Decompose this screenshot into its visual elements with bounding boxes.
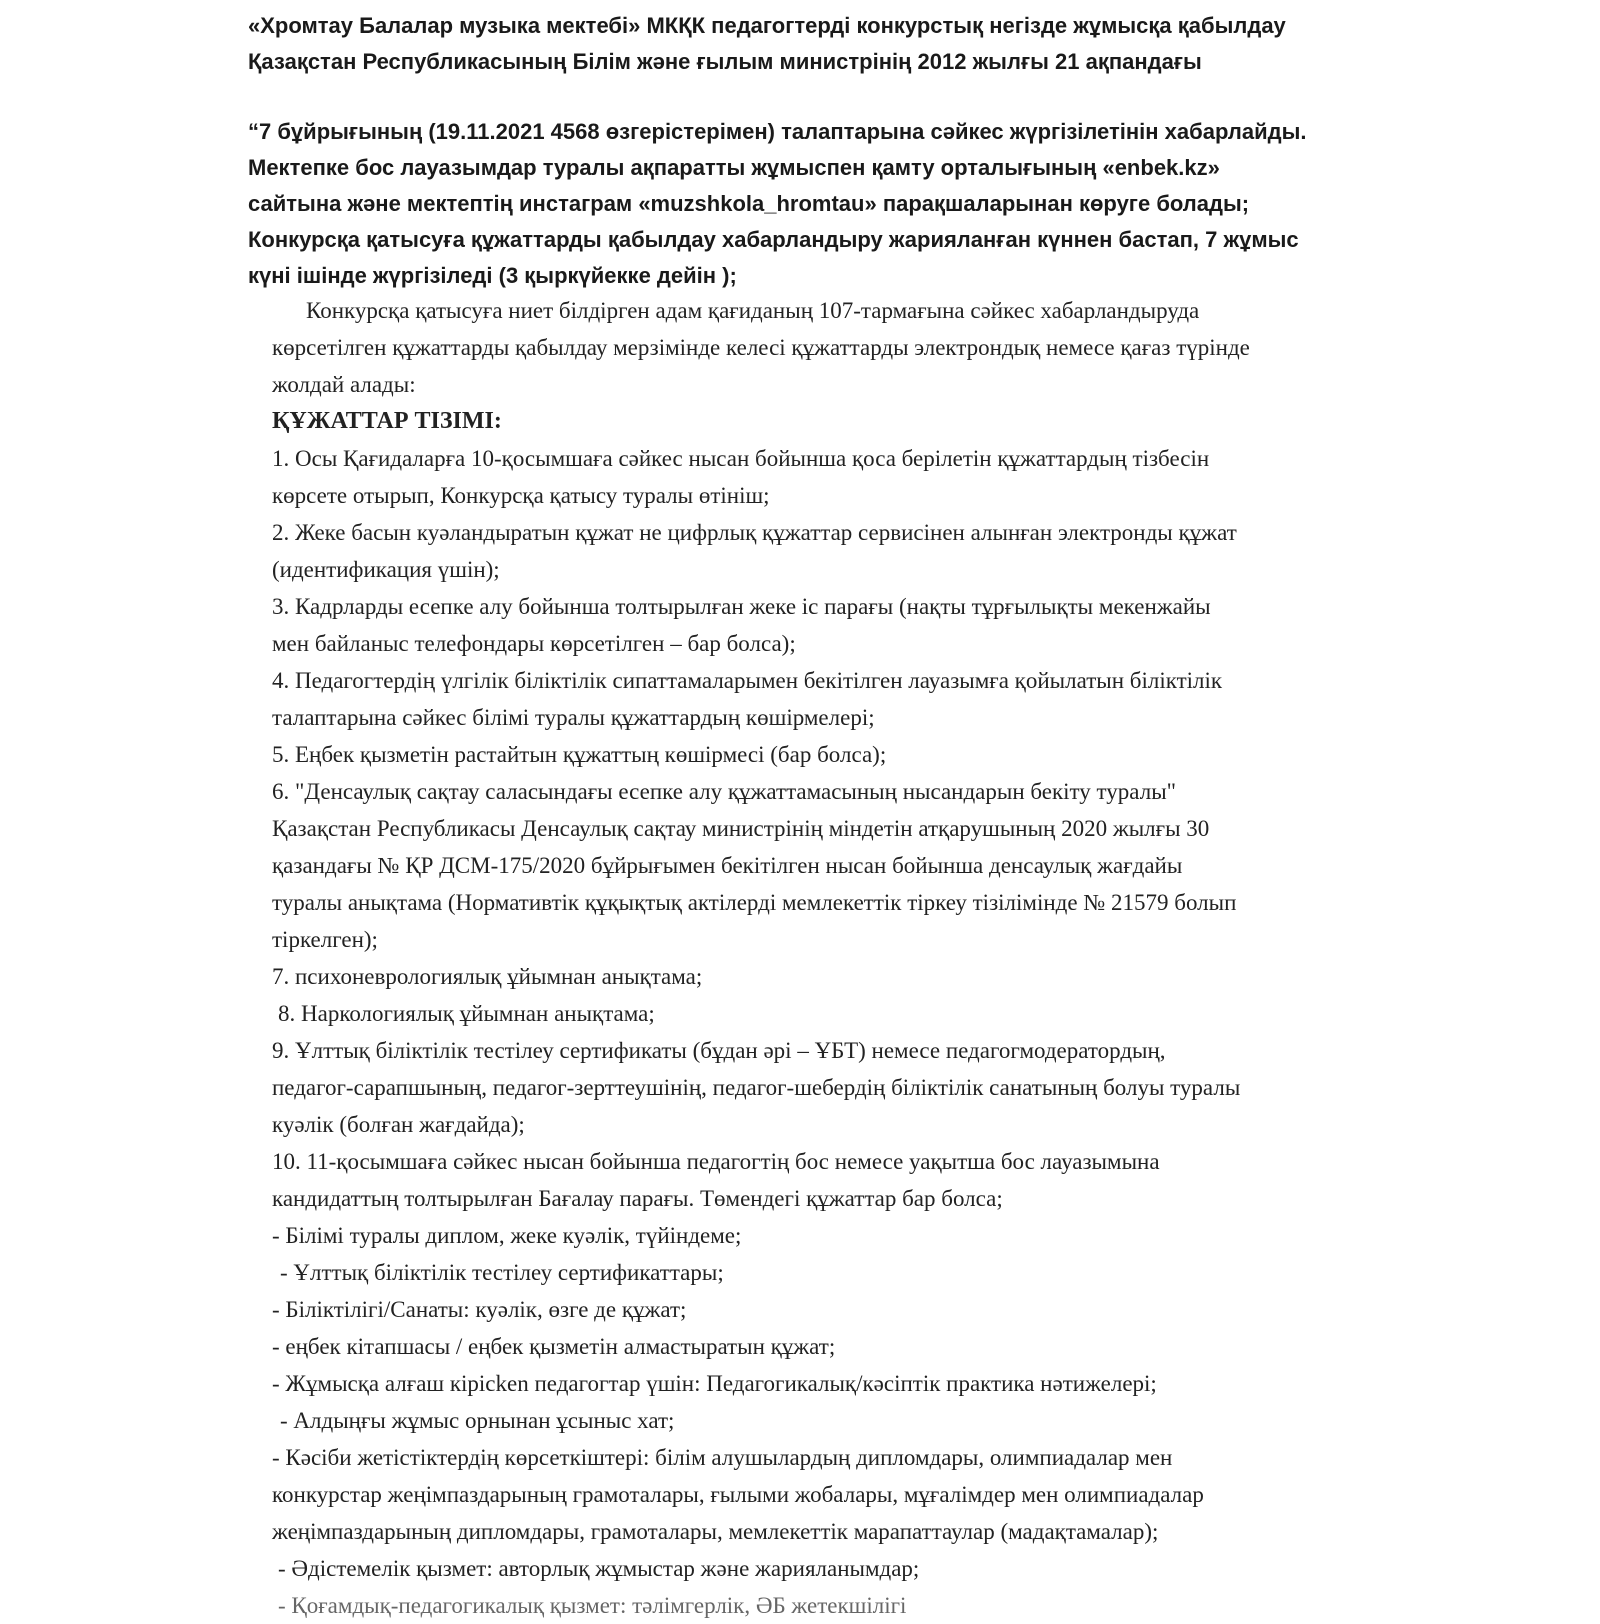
list-line: 2. Жеке басын куәландыратын құжат не цифрлық құжаттар сервисінен алынған электронды құжат	[272, 520, 1237, 545]
header-line: күні ішінде жүргізіледі (3 қыркүйекке дейін );	[248, 263, 737, 288]
list-line: 1. Осы Қағидаларға 10-қосымшаға сәйкес нысан бойынша қоса берілетін құжаттардың тізбесін	[272, 446, 1210, 471]
announcement-header	[248, 8, 1438, 294]
list-line: жеңімпаздарының дипломдары, грамоталары, мемлекеттік марапаттаулар (мадақтамалар);	[272, 1519, 1159, 1544]
intro-line: Конкурсқа қатысуға ниет білдірген адам қағиданың 107-тармағына сәйкес хабарландыруда	[306, 298, 1200, 323]
header-line: «Хромтау Балалар музыка мектебі» МКҚК педагогтерді конкурстық негізде жұмысқа қабылдау	[248, 13, 1286, 38]
list-line: - Алдыңғы жұмыс орнынан ұсыныс хат;	[280, 1408, 675, 1433]
list-line: 4. Педагогтердің үлгілік біліктілік сипаттамаларымен бекітілген лауазымға қойылатын біліктілік	[272, 668, 1223, 693]
list-line: - Ұлттық біліктілік тестілеу сертификаттары;	[280, 1260, 724, 1285]
list-line: Қазақстан Республикасы Денсаулық сақтау министрінің міндетін атқарушының 2020 жылғы 30	[272, 816, 1210, 841]
list-line: талаптарына сәйкес білімі туралы құжаттардың көшірмелері;	[272, 705, 875, 730]
header-line: “7 бұйрығының (19.11.2021 4568 өзгерістерімен) талаптарына сәйкес жүргізілетінін хабарлайды.	[248, 119, 1307, 144]
list-line: туралы анықтама (Нормативтік құқықтық актілерді мемлекеттік тіркеу тізілімінде № 21579 болып	[272, 890, 1237, 915]
list-line: 3. Кадрларды есепке алу бойынша толтырылған жеке іс парағы (нақты тұрғылықты мекенжайы	[272, 594, 1211, 619]
header-gap	[248, 80, 1438, 114]
list-line: 7. психоневрологиялық ұйымнан анықтама;	[272, 964, 703, 989]
list-line: 10. 11-қосымшаға сәйкес нысан бойынша педагогтің бос немесе уақытша бос лауазымына	[272, 1149, 1160, 1174]
documents-list-heading: ҚҰЖАТТАР ТІЗІМІ:	[272, 408, 502, 434]
header-line: сайтына және мектептің инстаграм «muzshkola_hromtau» парақшаларынан көруге болады;	[248, 191, 1250, 216]
list-line: 5. Еңбек қызметін растайтын құжаттың көшірмесі (бар болса);	[272, 742, 887, 767]
list-line: куәлік (болған жағдайда);	[272, 1112, 525, 1137]
document-body	[272, 292, 1412, 1624]
list-line: қазандағы № ҚР ДСМ-175/2020 бұйрығымен бекітілген нысан бойынша денсаулық жағдайы	[272, 853, 1183, 878]
list-line: 8. Наркологиялық ұйымнан анықтама;	[278, 1001, 655, 1026]
list-line: - еңбек кітапшасы / еңбек қызметін алмастыратын құжат;	[272, 1334, 836, 1359]
list-line: конкурстар жеңімпаздарының грамоталары, ғылыми жобалары, мұғалімдер мен олимпиадалар	[272, 1482, 1204, 1507]
list-line: - Біліктілігі/Санаты: куәлік, өзге де құжат;	[272, 1297, 687, 1322]
header-line: Конкурсқа қатысуға құжаттарды қабылдау хабарландыру жарияланған күннен бастап, 7 жұмыс	[248, 227, 1299, 252]
header-line: Қазақстан Республикасының Білім және ғылым министрінің 2012 жылғы 21 ақпандағы	[248, 49, 1202, 74]
intro-line: көрсетілген құжаттарды қабылдау мерзімінде келесі құжаттарды электрондық немесе қағаз түрінде	[272, 335, 1250, 360]
list-line: 9. Ұлттық біліктілік тестілеу сертификаты (бұдан әрі – ҰБТ) немесе педагогмодератордың,	[272, 1038, 1166, 1063]
list-line: педагог-сарапшының, педагог-зерттеушінің, педагог-шебердің біліктілік санатының болуы туралы	[272, 1075, 1241, 1100]
list-line: тіркелген);	[272, 927, 378, 952]
list-line: - Кәсіби жетістіктердің көрсеткіштері: білім алушылардың дипломдары, олимпиадалар мен	[272, 1445, 1173, 1470]
list-line: - Қоғамдық-педагогикалық қызмет: тәлімгерлік, ӘБ жетекшілігі	[278, 1593, 907, 1618]
header-line: Мектепке бос лауазымдар туралы ақпаратты жұмыспен қамту орталығының «enbek.kz»	[248, 155, 1220, 180]
intro-line: жолдай алады:	[272, 372, 416, 397]
list-line: - Жұмысқа алғаш кірісken педагогтар үшін: Педагогикалық/кәсіптік практика нәтижелері;	[272, 1371, 1157, 1396]
list-line: (идентификация үшін);	[272, 557, 500, 582]
list-line: - Әдістемелік қызмет: авторлық жұмыстар және жарияланымдар;	[278, 1556, 920, 1581]
list-line: кандидаттың толтырылған Бағалау парағы. Төмендегі құжаттар бар болса;	[272, 1186, 1003, 1211]
list-line: - Білімі туралы диплом, жеке куәлік, түйіндеме;	[272, 1223, 742, 1248]
list-line: 6. "Денсаулық сақтау саласындағы есепке алу құжаттамасының нысандарын бекіту туралы"	[272, 779, 1177, 804]
list-line: мен байланыс телефондары көрсетілген – бар болса);	[272, 631, 796, 656]
list-line: көрсете отырып, Конкурсқа қатысу туралы өтініш;	[272, 483, 770, 508]
